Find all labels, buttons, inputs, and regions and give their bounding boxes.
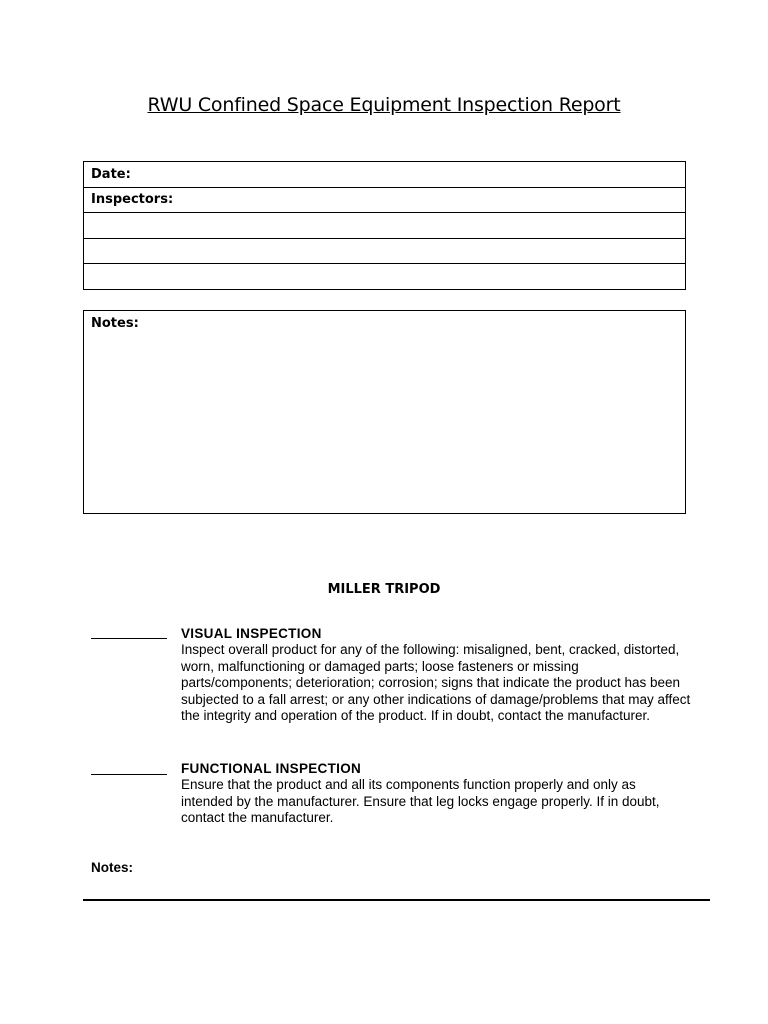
date-row [84,162,686,188]
inspector-blank-row [84,213,686,239]
inspector-blank-row [84,238,686,264]
date-label: Date: [91,166,131,182]
section-title: MILLER TRIPOD [327,582,441,597]
notes-box[interactable] [83,310,686,514]
inspection-info-table [83,161,686,290]
footer-notes-label: Notes: [91,860,134,875]
date-field[interactable] [84,162,686,188]
report-title: RWU Confined Space Equipment Inspection Report [147,94,621,116]
functional-inspection-heading: FUNCTIONAL INSPECTION [181,761,362,776]
inspector-field-3[interactable] [84,264,686,290]
functional-inspection-item [181,761,691,827]
visual-inspection-heading: VISUAL INSPECTION [181,626,322,641]
notes-box-label: Notes: [91,316,139,331]
functional-inspection-text: Ensure that the product and all its components function properly and only as intended by the manufacturer. Ensure that leg locks engage properly. If in doubt, contact the manufacturer. [181,777,660,825]
visual-inspection-item [181,626,691,725]
inspector-field-1[interactable] [84,213,686,239]
visual-inspection-signoff-line[interactable] [91,638,167,639]
functional-inspection-signoff-line[interactable] [91,774,167,775]
inspectors-label: Inspectors: [91,192,174,208]
inspectors-field[interactable] [84,187,686,213]
inspector-field-2[interactable] [84,238,686,264]
inspectors-row [84,187,686,213]
footer-notes-line[interactable] [83,899,710,901]
visual-inspection-text: Inspect overall product for any of the following: misaligned, bent, cracked, distorted, worn, malfunctioning or damaged parts; loose fasteners or missing parts/components; deterioration; corrosion; signs that indicate the product has been subjected to a fall arrest; or any other indications of damage/problems that may affect the integrity and operation of the product. If in doubt, contact the manufacturer. [181,642,691,723]
inspector-blank-row [84,264,686,290]
